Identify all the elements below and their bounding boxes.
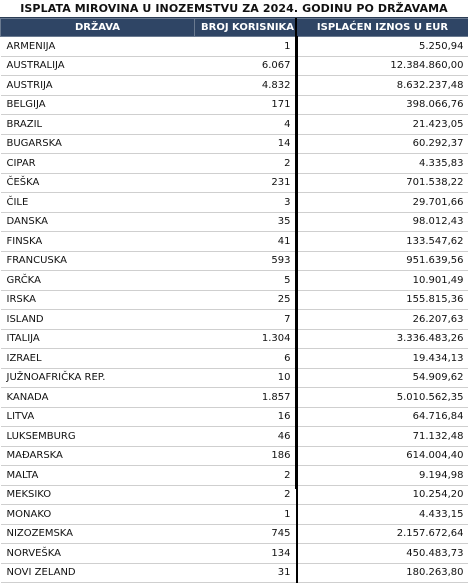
users-cell: 134 [195,544,297,564]
header-users: BROJ KORISNIKA [195,19,297,37]
table-row [1,251,468,271]
users-cell: 5 [195,271,297,291]
amount-cell: 701.538,22 [297,173,468,193]
table-row [1,37,468,57]
country-cell: MONAKO [1,505,195,525]
users-cell: 171 [195,95,297,115]
amount-cell: 64.716,84 [297,407,468,427]
table-row [1,212,468,232]
table-row [1,563,468,583]
users-cell: 1 [195,37,297,57]
users-cell: 2 [195,466,297,486]
table-row [1,485,468,505]
country-cell: BELGIJA [1,95,195,115]
users-cell: 231 [195,173,297,193]
amount-cell: 9.194,98 [297,466,468,486]
table-row [1,505,468,525]
amount-cell: 8.632.237,48 [297,76,468,96]
amount-cell: 5.010.562,35 [297,388,468,408]
amount-cell: 12.384.860,00 [297,56,468,76]
users-cell: 14 [195,134,297,154]
amount-cell: 10.254,20 [297,485,468,505]
amount-cell: 614.004,40 [297,446,468,466]
country-cell: ČILE [1,193,195,213]
table-row [1,349,468,369]
users-cell: 2 [195,485,297,505]
country-cell: ARMENIJA [1,37,195,57]
country-cell: IRSKA [1,290,195,310]
table-row [1,173,468,193]
amount-cell: 71.132,48 [297,427,468,447]
country-cell: NOVI ZELAND [1,563,195,583]
country-cell: AUSTRIJA [1,76,195,96]
amount-cell: 450.483,73 [297,544,468,564]
country-cell: MAĐARSKA [1,446,195,466]
users-cell: 31 [195,563,297,583]
table-row [1,446,468,466]
table-row [1,95,468,115]
table-row [1,232,468,252]
amount-cell: 54.909,62 [297,368,468,388]
country-cell: ČEŠKA [1,173,195,193]
amount-cell: 155.815,36 [297,290,468,310]
amount-cell: 398.066,76 [297,95,468,115]
country-cell: KANADA [1,388,195,408]
users-cell: 41 [195,232,297,252]
country-cell: NIZOZEMSKA [1,524,195,544]
amount-cell: 98.012,43 [297,212,468,232]
country-cell: JUŽNOAFRIČKA REP. [1,368,195,388]
header-amount: ISPLAĆEN IZNOS U EUR [297,19,468,37]
users-cell: 6.067 [195,56,297,76]
table-row [1,466,468,486]
country-cell: FINSKA [1,232,195,252]
table-row [1,193,468,213]
users-cell: 3 [195,193,297,213]
header-row [1,19,468,37]
table-row [1,427,468,447]
users-cell: 6 [195,349,297,369]
country-cell: LITVA [1,407,195,427]
table-body [1,37,468,583]
country-cell: BRAZIL [1,115,195,135]
country-cell: ITALIJA [1,329,195,349]
country-cell: IZRAEL [1,349,195,369]
users-cell: 1 [195,505,297,525]
table-row [1,56,468,76]
users-cell: 593 [195,251,297,271]
country-cell: MALTA [1,466,195,486]
users-cell: 186 [195,446,297,466]
table-row [1,544,468,564]
amount-cell: 19.434,13 [297,349,468,369]
amount-cell: 4.433,15 [297,505,468,525]
table-row [1,290,468,310]
amount-cell: 21.423,05 [297,115,468,135]
table-row [1,407,468,427]
country-cell: AUSTRALIJA [1,56,195,76]
table-row [1,329,468,349]
country-cell: DANSKA [1,212,195,232]
amount-cell: 951.639,56 [297,251,468,271]
country-cell: BUGARSKA [1,134,195,154]
country-cell: GRČKA [1,271,195,291]
country-cell: FRANCUSKA [1,251,195,271]
users-cell: 745 [195,524,297,544]
amount-cell: 5.250,94 [297,37,468,57]
table-row [1,524,468,544]
country-cell: LUKSEMBURG [1,427,195,447]
country-cell: MEKSIKO [1,485,195,505]
table-row [1,115,468,135]
table-row [1,154,468,174]
amount-cell: 2.157.672,64 [297,524,468,544]
country-cell: NORVEŠKA [1,544,195,564]
users-cell: 1.304 [195,329,297,349]
users-cell: 1.857 [195,388,297,408]
table-row [1,271,468,291]
amount-cell: 133.547,62 [297,232,468,252]
table-row [1,368,468,388]
table-row [1,76,468,96]
amount-cell: 3.336.483,26 [297,329,468,349]
amount-cell: 4.335,83 [297,154,468,174]
users-cell: 25 [195,290,297,310]
amount-cell: 10.901,49 [297,271,468,291]
header-country: DRŽAVA [1,19,195,37]
users-cell: 10 [195,368,297,388]
users-cell: 7 [195,310,297,330]
table-row [1,310,468,330]
amount-cell: 180.263,80 [297,563,468,583]
amount-cell: 29.701,66 [297,193,468,213]
country-cell: ISLAND [1,310,195,330]
users-cell: 46 [195,427,297,447]
table-row [1,134,468,154]
amount-cell: 26.207,63 [297,310,468,330]
users-cell: 4.832 [195,76,297,96]
country-cell: CIPAR [1,154,195,174]
users-cell: 16 [195,407,297,427]
pension-table [0,18,468,583]
amount-cell: 60.292,37 [297,134,468,154]
table-row [1,388,468,408]
users-cell: 35 [195,212,297,232]
report-title: ISPLATA MIROVINA U INOZEMSTVU ZA 2024. GODINU PO DRŽAVAMA [0,0,468,18]
users-cell: 4 [195,115,297,135]
users-cell: 2 [195,154,297,174]
